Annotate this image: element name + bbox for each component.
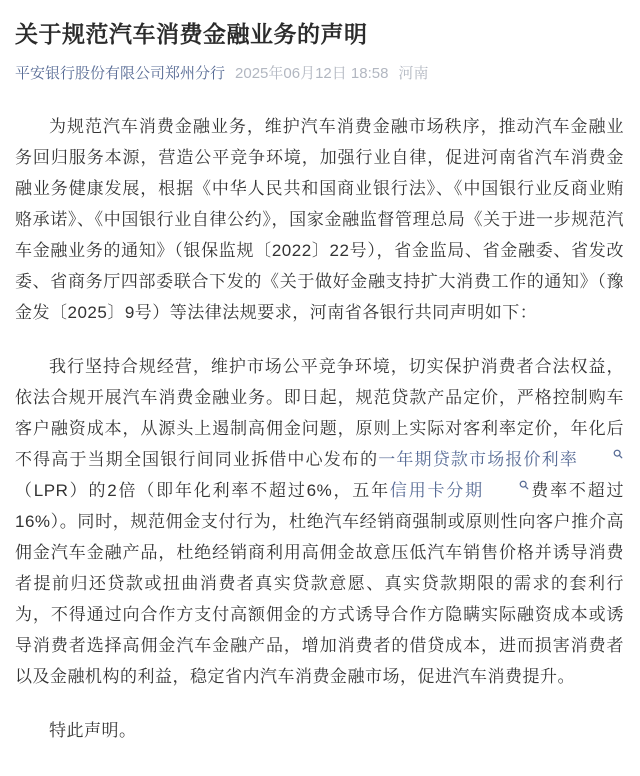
account-name-link[interactable]: 平安银行股份有限公司郑州分行 bbox=[15, 65, 226, 83]
article-body bbox=[15, 111, 624, 746]
paragraph-2 bbox=[15, 351, 624, 692]
search-term-link-credit-card-installment-label: 信用卡分期 bbox=[389, 481, 484, 501]
paragraph-1: 为规范汽车消费金融业务，维护汽车消费金融市场秩序，推动汽车金融业务回归服务本源，营造公平竞争环境，加强行业自律，促进河南省汽车消费金融业务健康发展，根据《中华人民共和国商业银行法》、《中国银行业反商业贿赂承诺》、《中国银行业自律公约》，国家金融监督管理总局《关于进一步规范汽车金融业务的通知》（银保监规〔2022〕22号），省金监局、省金融委、省发改委、省商务厅四部委联合下发的《关于做好金融支持扩大消费工作的通知》（豫金发〔2025〕9号）等法律法规要求，河南省各银行共同声明如下： bbox=[15, 117, 624, 323]
search-term-link-credit-card-installment[interactable] bbox=[390, 481, 530, 500]
paragraph-2-text-1: 我行坚持合规经营，维护市场公平竞争环境，切实保护消费者合法权益，依法合规开展汽车消费金融业务。即日起，规范贷款产品定价，严格控制购车客户融资成本，从源头上遏制高佣金问题，原则上实际对客利率定价，年化后不得高于当期全国银行间同业拆借中心发布的 bbox=[15, 357, 624, 470]
publish-date: 2025年06月12日 18:58 bbox=[235, 65, 389, 83]
search-icon bbox=[485, 480, 529, 490]
paragraph-3: 特此声明。 bbox=[49, 721, 137, 741]
article-byline bbox=[15, 63, 624, 84]
paragraph-2-text-3: 费率不超过16%）。同时，规范佣金支付行为，杜绝汽车经销商强制或原则性向客户推介高佣金汽车金融产品，杜绝经销商利用高佣金故意压低汽车销售价格并诱导消费者提前归还贷款或扭曲消费者真实贷款意愿、真实贷款期限的需求的套利行为，不得通过向合作方支付高额佣金的方式诱导合作方隐瞒实际融资成本或诱导消费者选择高佣金汽车金融产品，增加消费者的借贷成本，进而损害消费者以及金融机构的利益，稳定省内汽车消费金融市场，促进汽车消费提升。 bbox=[15, 481, 625, 687]
article-title: 关于规范汽车消费金融业务的声明 bbox=[15, 21, 368, 47]
search-term-link-lpr-label: 一年期贷款市场报价利率 bbox=[378, 450, 579, 470]
search-icon bbox=[579, 449, 623, 459]
publish-location: 河南 bbox=[398, 65, 429, 83]
paragraph-2-text-2: （LPR）的2倍（即年化利率不超过6%，五年 bbox=[15, 481, 390, 501]
search-term-link-lpr[interactable] bbox=[378, 450, 624, 469]
